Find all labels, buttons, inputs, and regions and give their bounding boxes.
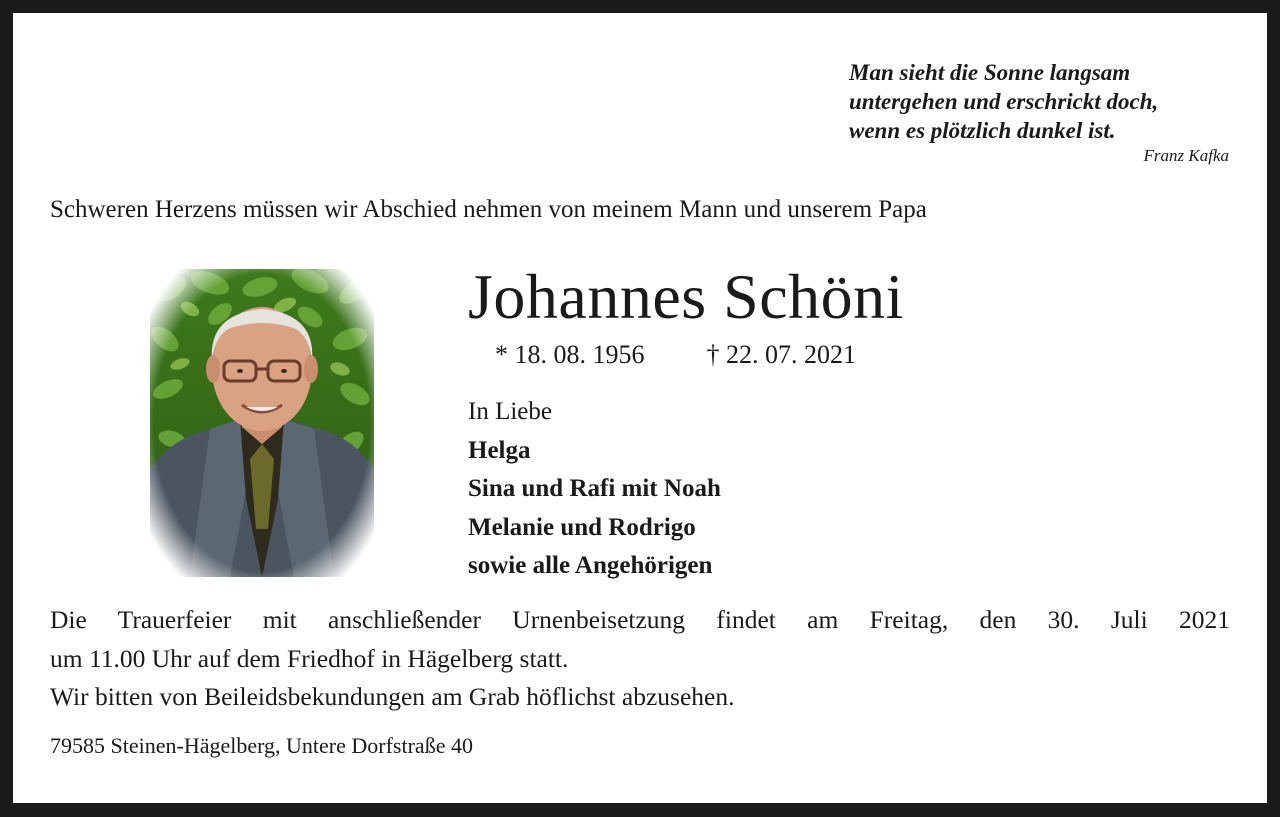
- ceremony-line: um 11.00 Uhr auf dem Friedhof in Hägelberg statt.: [50, 643, 569, 673]
- quote-line: Man sieht die Sonne langsam: [849, 60, 1131, 85]
- intro-text: Schweren Herzens müssen wir Abschied nehmen von meinem Mann und unserem Papa: [50, 196, 927, 223]
- life-dates: [495, 340, 856, 370]
- obituary-card: [13, 13, 1267, 803]
- family-member: Helga: [468, 436, 531, 464]
- portrait-photo: [150, 269, 374, 577]
- quote-line: wenn es plötzlich dunkel ist.: [849, 118, 1116, 143]
- deceased-name: Johannes Schöni: [468, 261, 904, 332]
- family-member: Melanie und Rodrigo: [468, 513, 696, 541]
- family-member: Sina und Rafi mit Noah: [468, 475, 721, 502]
- address: 79585 Steinen-Hägelberg, Untere Dorfstraße 40: [50, 733, 473, 758]
- quote-author: Franz Kafka: [1143, 146, 1229, 165]
- quote: [849, 58, 1229, 145]
- ceremony-line: Wir bitten von Beileidsbekundungen am Grab höflichst abzusehen.: [50, 682, 735, 711]
- family-member: sowie alle Angehörigen: [468, 552, 713, 579]
- ceremony-info: [50, 601, 1230, 717]
- family-lead: In Liebe: [468, 398, 552, 425]
- quote-line: untergehen und erschrickt doch,: [849, 89, 1159, 114]
- ceremony-line: Die Trauerfeier mit anschließender Urnenbeisetzung findet am Freitag, den 30. Juli 2021: [50, 605, 1230, 634]
- death-date: † 22. 07. 2021: [706, 340, 856, 369]
- family-list: [468, 393, 721, 586]
- birth-date: * 18. 08. 1956: [495, 340, 645, 369]
